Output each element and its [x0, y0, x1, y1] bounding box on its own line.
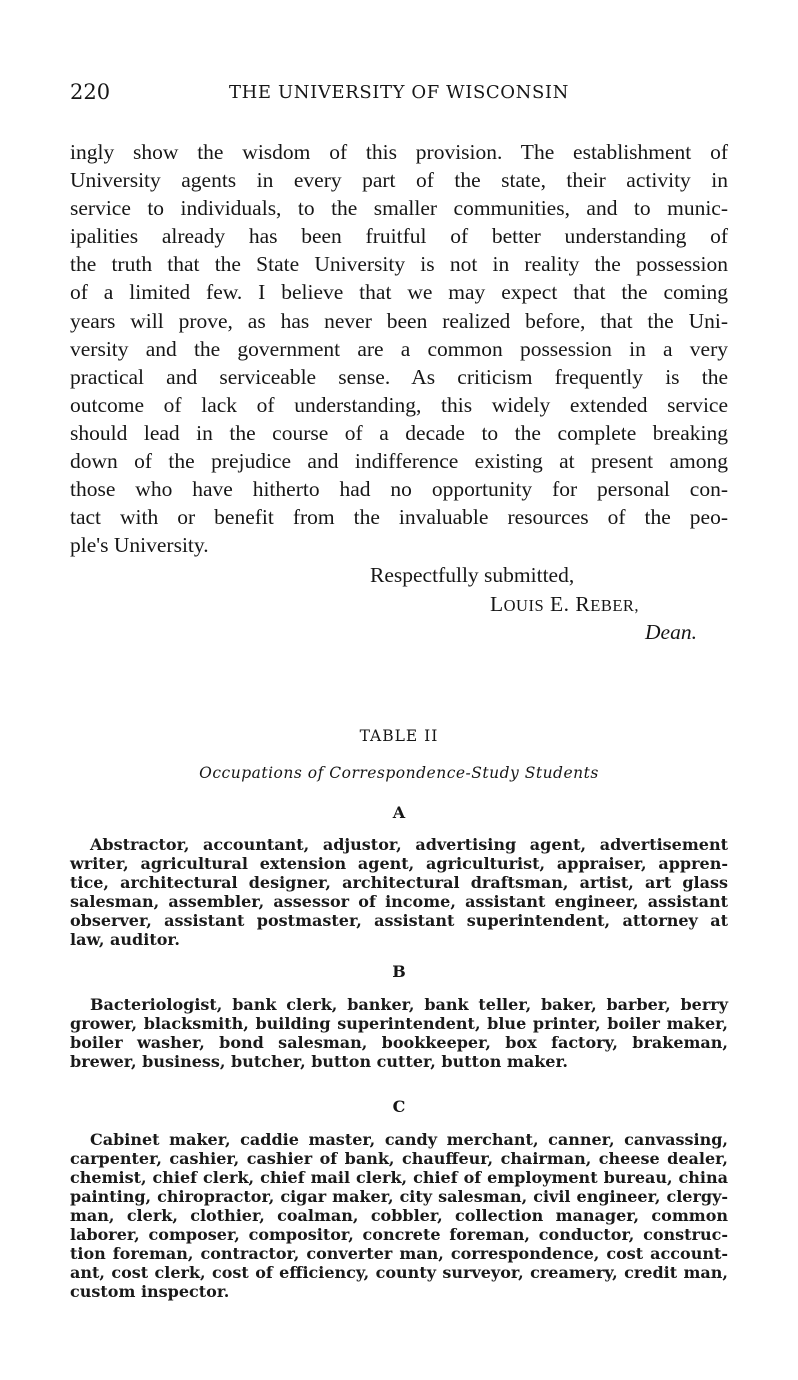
occupations-list-c [70, 1130, 728, 1301]
list-line: observer, assistant postmaster, assistant superintendent, attorney at [70, 911, 728, 930]
section-letter-b: B [392, 962, 406, 981]
body-line: the truth that the State University is not in reality the possession [70, 252, 728, 277]
body-line: down of the prejudice and indifference existing at present among [70, 449, 728, 474]
body-line: those who have hitherto had no opportunity for personal con- [70, 477, 728, 502]
running-head: THE UNIVERSITY OF WISCONSIN [229, 82, 569, 103]
list-line: carpenter, cashier, cashier of bank, chauffeur, chairman, cheese dealer, [70, 1149, 728, 1168]
section-letter-a: A [392, 803, 406, 822]
body-line: of a limited few. I believe that we may expect that the coming [70, 280, 728, 305]
table-subtitle: Occupations of Correspondence-Study Students [199, 764, 599, 782]
occupations-list-b [70, 995, 728, 1071]
signer-smallcaps: EBER, [590, 596, 640, 615]
body-line: ple's University. [70, 533, 209, 558]
body-line: versity and the government are a common possession in a very [70, 336, 728, 361]
list-line: laborer, composer, compositor, concrete foreman, conductor, construc- [70, 1225, 728, 1244]
occupations-list-a [70, 835, 728, 949]
list-line: brewer, business, butcher, button cutter, button maker. [70, 1052, 568, 1071]
body-line: practical and serviceable sense. As criticism frequently is the [70, 364, 728, 389]
list-line: custom inspector. [70, 1282, 230, 1301]
body-line: outcome of lack of understanding, this widely extended service [70, 392, 728, 417]
list-line: Bacteriologist, bank clerk, banker, bank teller, baker, barber, berry [90, 995, 728, 1014]
list-line: chemist, chief clerk, chief mail clerk, chief of employment bureau, china [70, 1168, 728, 1187]
body-line: service to individuals, to the smaller communities, and to munic- [70, 196, 728, 221]
list-line: painting, chiropractor, cigar maker, city salesman, civil engineer, clergy- [70, 1187, 728, 1206]
signer-initial: R [575, 592, 591, 616]
list-line: Cabinet maker, caddie master, candy merchant, canner, canvassing, [90, 1130, 728, 1149]
list-line: salesman, assembler, assessor of income, assistant engineer, assistant [70, 892, 728, 911]
signer-title: Dean. [645, 620, 697, 644]
body-line: University agents in every part of the state, their activity in [70, 168, 728, 193]
body-line: ingly show the wisdom of this provision. The establishment of [70, 140, 728, 164]
body-line: years will prove, as has never been realized before, that the Uni- [70, 308, 728, 333]
list-line: tice, architectural designer, architectural draftsman, artist, art glass [70, 873, 728, 892]
report-body-paragraph [70, 138, 728, 559]
list-line: boiler washer, bond salesman, bookkeeper, box factory, brakeman, [70, 1033, 728, 1052]
list-line: tion foreman, contractor, converter man, correspondence, cost account- [70, 1244, 728, 1263]
signer-initial: L [490, 592, 504, 616]
signer-middle: E. [544, 592, 576, 616]
page-number: 220 [70, 80, 111, 104]
list-line: ant, cost clerk, cost of efficiency, county surveyor, creamery, credit man, [70, 1263, 728, 1282]
body-line: ipalities already has been fruitful of better understanding of [70, 224, 728, 249]
list-line: Abstractor, accountant, adjustor, advertising agent, advertisement [90, 835, 728, 854]
signer-name [490, 592, 639, 617]
list-line: man, clerk, clothier, coalman, cobbler, collection manager, common [70, 1206, 728, 1225]
body-line: should lead in the course of a decade to the complete breaking [70, 420, 728, 445]
closing-salutation: Respectfully submitted, [370, 563, 575, 587]
list-line: grower, blacksmith, building superintendent, blue printer, boiler maker, [70, 1014, 728, 1033]
list-line: law, auditor. [70, 930, 180, 949]
section-letter-c: C [392, 1097, 406, 1116]
signer-smallcaps: OUIS [503, 596, 545, 615]
list-line: writer, agricultural extension agent, agriculturist, appraiser, appren- [70, 854, 728, 873]
body-line: tact with or benefit from the invaluable resources of the peo- [70, 505, 728, 530]
table-title: TABLE II [359, 727, 439, 745]
